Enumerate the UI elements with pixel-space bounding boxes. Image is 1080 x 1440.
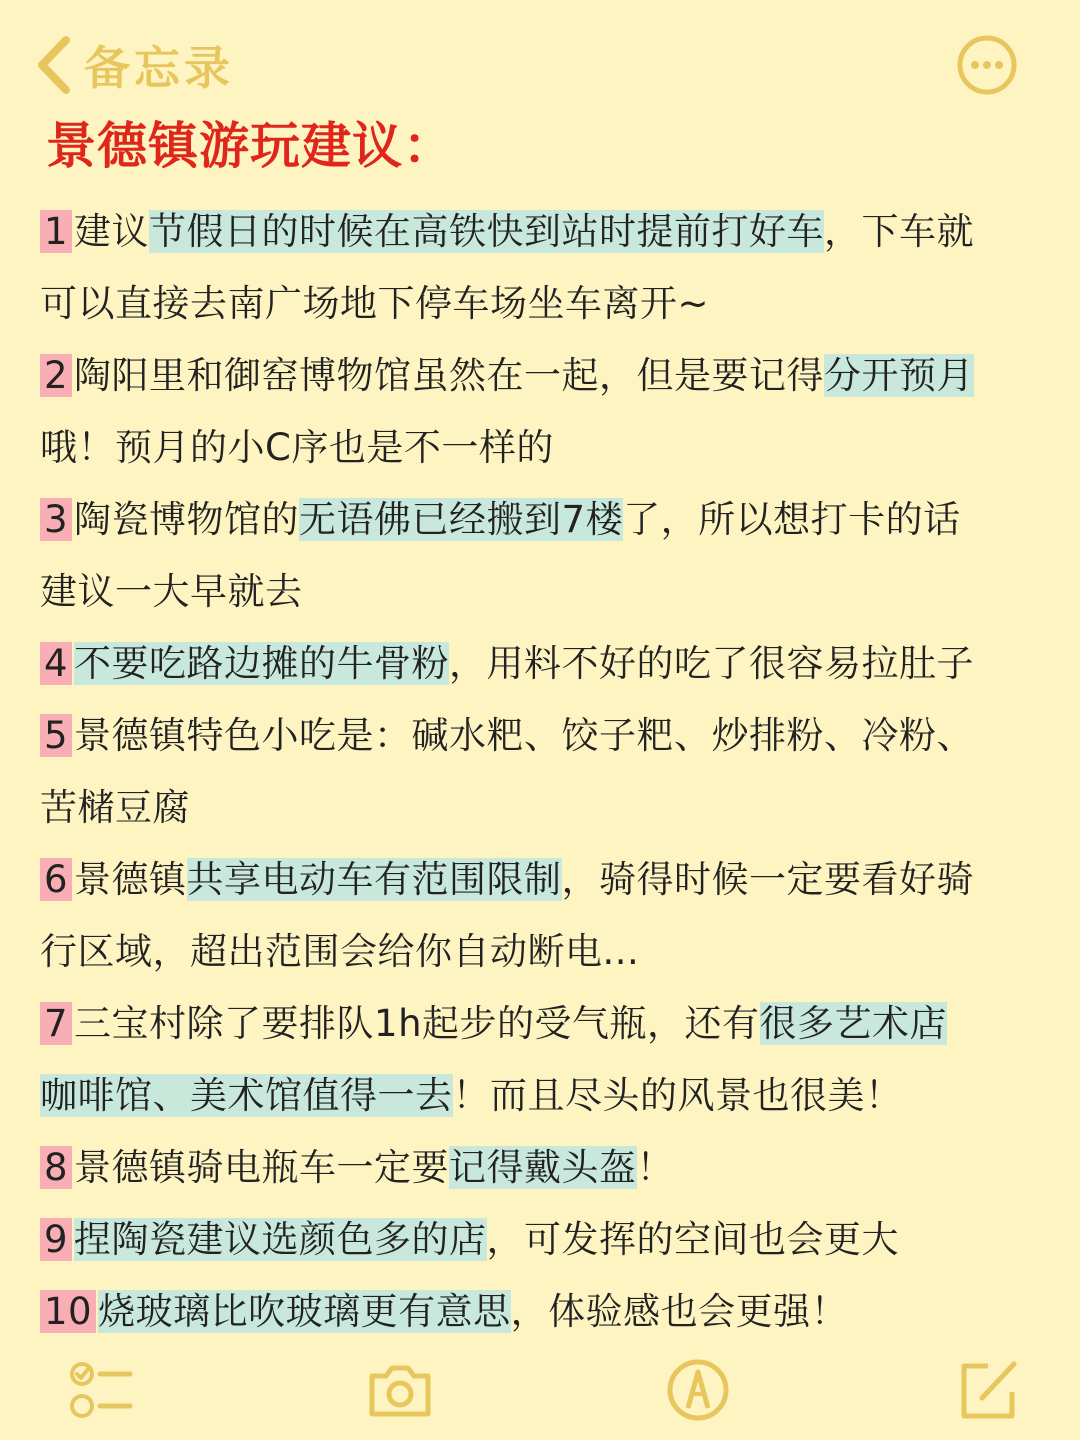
note-line — [40, 268, 1040, 340]
note-title: 景德镇游玩建议： — [46, 117, 454, 175]
checklist-button[interactable] — [64, 1354, 136, 1426]
highlighted-text: 无语佛已经搬到7楼 — [299, 498, 624, 541]
note-line — [40, 1060, 1040, 1132]
note-text: 建议一大早就去 — [40, 570, 303, 613]
highlighted-text: 不要吃路边摊的牛骨粉 — [74, 642, 450, 685]
nav-bar — [0, 0, 1080, 110]
note-line — [40, 1132, 1040, 1204]
item-number: 2 — [40, 354, 72, 397]
note-line — [40, 844, 1040, 916]
highlighted-text: 共享电动车有范围限制 — [186, 858, 562, 901]
note-text: ！而且尽头的风景也很美！ — [452, 1074, 903, 1117]
note-text: 陶阳里和御窑博物馆虽然在一起，但是要记得 — [74, 354, 825, 397]
item-number: 1 — [40, 210, 72, 253]
note-text: 可以直接去南广场地下停车场坐车离开~ — [40, 282, 710, 325]
note-text: ，体验感也会更强！ — [510, 1290, 849, 1333]
chevron-left-icon — [34, 34, 74, 96]
highlighted-text: 捏陶瓷建议选颜色多的店 — [74, 1218, 487, 1261]
item-number: 10 — [40, 1290, 96, 1333]
highlighted-text: 咖啡馆、美术馆值得一去 — [40, 1074, 453, 1117]
note-text: 苦槠豆腐 — [40, 786, 190, 829]
note-line — [40, 916, 1040, 988]
note-text: ，骑得时候一定要看好骑 — [561, 858, 975, 901]
checklist-icon — [64, 1354, 136, 1426]
compose-icon — [952, 1354, 1024, 1426]
note-text: ，下车就 — [824, 210, 975, 253]
highlighted-text: 很多艺术店 — [759, 1002, 948, 1045]
note-text: 建议 — [74, 210, 150, 253]
back-button[interactable] — [34, 30, 234, 100]
highlighted-text: 烧玻璃比吹玻璃更有意思 — [98, 1290, 511, 1333]
camera-icon — [364, 1354, 436, 1426]
note-line — [40, 1276, 1040, 1348]
item-number: 6 — [40, 858, 72, 901]
note-body[interactable] — [40, 196, 1040, 1348]
note-line — [40, 1204, 1040, 1276]
item-number: 4 — [40, 642, 72, 685]
more-button[interactable] — [956, 34, 1018, 96]
highlighted-text: 分开预月 — [824, 354, 975, 397]
note-line — [40, 196, 1040, 268]
bottom-toolbar — [0, 1340, 1080, 1440]
compose-button[interactable] — [952, 1354, 1024, 1426]
note-line — [40, 484, 1040, 556]
note-text: 三宝村除了要排队1h起步的受气瓶，还有 — [74, 1002, 760, 1045]
note-text: 陶瓷博物馆的 — [74, 498, 300, 541]
note-text: 景德镇特色小吃是：碱水粑、饺子粑、炒排粉、冷粉、 — [74, 714, 975, 757]
highlighted-text: 节假日的时候在高铁快到站时提前打好车 — [149, 210, 825, 253]
note-line — [40, 700, 1040, 772]
markup-button[interactable] — [662, 1354, 734, 1426]
item-number: 3 — [40, 498, 72, 541]
note-text: 景德镇 — [74, 858, 187, 901]
note-text: 行区域，超出范围会给你自动断电... — [40, 930, 640, 973]
note-line — [40, 556, 1040, 628]
camera-button[interactable] — [364, 1354, 436, 1426]
highlighted-text: 记得戴头盔 — [449, 1146, 637, 1189]
note-line — [40, 340, 1040, 412]
back-label: 备忘录 — [84, 41, 234, 95]
item-number: 5 — [40, 714, 72, 757]
note-text: 哦！预月的小C序也是不一样的 — [40, 426, 554, 469]
note-text: 景德镇骑电瓶车一定要 — [74, 1146, 450, 1189]
note-text: ，可发挥的空间也会更大 — [486, 1218, 900, 1261]
ellipsis-circle-icon — [956, 34, 1018, 96]
note-line — [40, 772, 1040, 844]
note-text: ，用料不好的吃了很容易拉肚子 — [449, 642, 975, 685]
item-number: 8 — [40, 1146, 72, 1189]
note-text: 了，所以想打卡的话 — [623, 498, 961, 541]
markup-pen-icon — [662, 1354, 734, 1426]
item-number: 9 — [40, 1218, 72, 1261]
note-line — [40, 628, 1040, 700]
item-number: 7 — [40, 1002, 72, 1045]
note-line — [40, 988, 1040, 1060]
note-line — [40, 412, 1040, 484]
note-text: ！ — [636, 1146, 675, 1189]
